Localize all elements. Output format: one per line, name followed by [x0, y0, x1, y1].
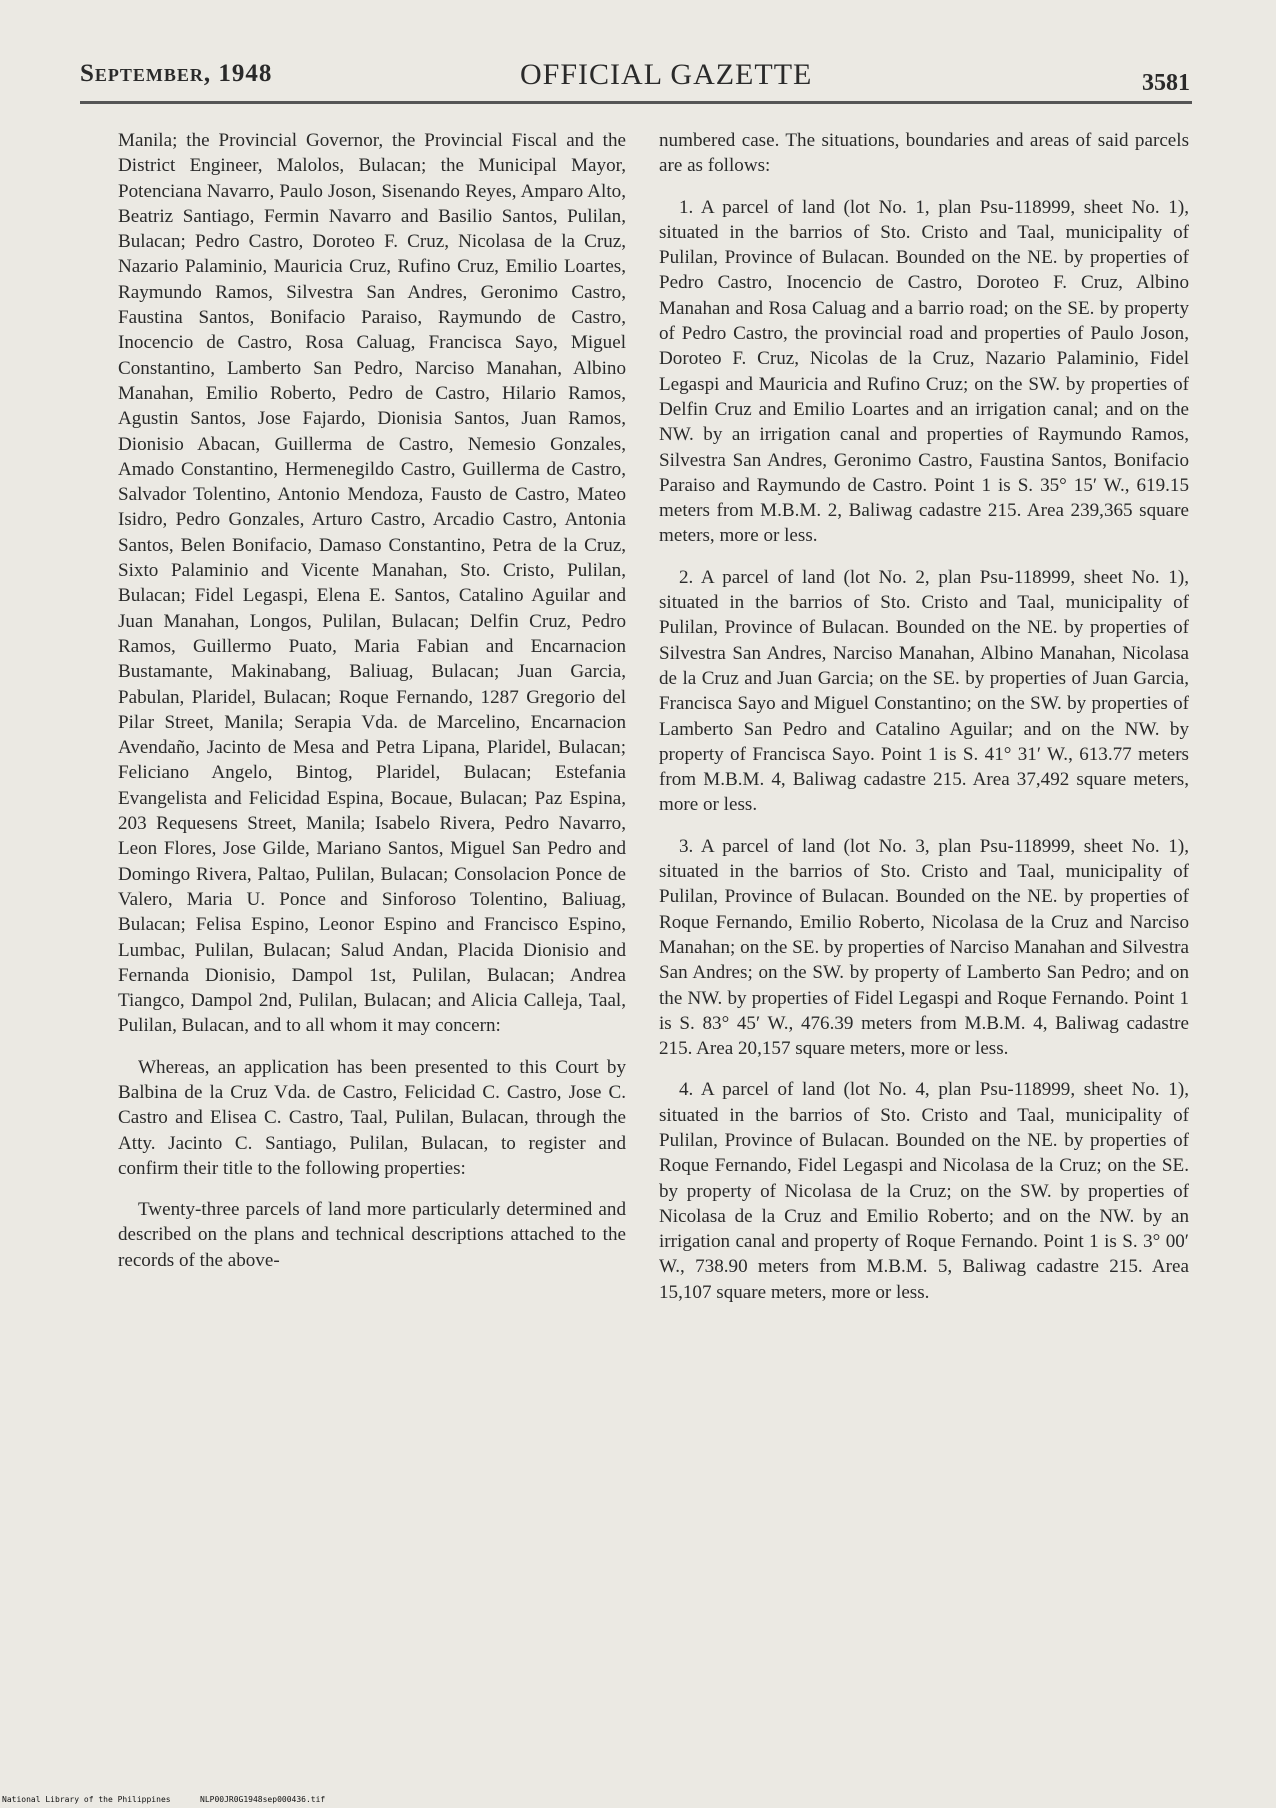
parcels-intro-paragraph: Twenty-three parcels of land more particularly determined and described on the plans and technical descriptions attached to the records of the above- — [118, 1199, 626, 1271]
library-credit: National Library of the Philippines — [2, 1795, 171, 1804]
parcel-4-description: 4. A parcel of land (lot No. 4, plan Psu-118999, sheet No. 1), situated in the barrios of Sto. Cristo and Taal, municipality of Pulilan, Province of Bulacan. Bounded on the NE. by properties of Roque Fernando, Fidel Legaspi and Nicolasa de la Cruz; on the SE. by property of Nicolasa de la Cruz; on the SW. by properties of Nicolasa de la Cruz and Emilio Roberto; and on the NW. by an irrigation canal and property of Roque Fernando. Point 1 is S. 3° 00′ W., 738.90 meters from M.B.M. 5, Baliwag cadastre 215. Area 15,107 square meters, more or less. — [659, 1079, 1189, 1303]
scan-footer — [0, 1793, 1276, 1808]
parcel-1-description: 1. A parcel of land (lot No. 1, plan Psu-118999, sheet No. 1), situated in the barrios of Sto. Cristo and Taal, municipality of Pulilan, Province of Bulacan. Bounded on the NE. by properties of Pedro Castro, Inocencio de Castro, Doroteo F. Cruz, Albino Manahan and Rosa Caluag and a barrio road; on the SE. by property of Pedro Castro, the provincial road and properties of Paulo Joson, Doroteo F. Cruz, Nicolas de la Cruz, Nazario Palaminio, Fidel Legaspi and Mauricia and Rufino Cruz; on the SW. by properties of Delfin Cruz and Emilio Loartes and an irrigation canal; and on the NW. by an irrigation canal and properties of Raymundo Ramos, Silvestra San Andres, Geronimo Castro, Faustina Santos, Bonifacio Paraiso and Raymundo de Castro. Point 1 is S. 35° 15′ W., 619.15 meters from M.B.M. 2, Baliwag cadastre 215. Area 239,365 square meters, more or less. — [659, 196, 1189, 547]
page-header — [80, 58, 1190, 104]
header-rule — [80, 101, 1192, 104]
scan-filename: NLP00JR0G1948sep000436.tif — [200, 1795, 326, 1804]
parcels-intro-continued: numbered case. The situations, boundaries and areas of said parcels are as follows: — [659, 130, 1189, 177]
publication-title: OFFICIAL GAZETTE — [520, 58, 813, 91]
right-column — [659, 128, 1189, 1321]
application-paragraph: Whereas, an application has been presented to this Court by Balbina de la Cruz Vda. de Castro, Felicidad C. Castro, Jose C. Castro and Elisea C. Castro, Taal, Pulilan, Bulacan, through the Atty. Jacinto C. Santiago, Pulilan, Bulacan, to register and confirm their title to the following properties: — [118, 1056, 626, 1179]
left-column — [118, 128, 626, 1289]
parcel-3-description: 3. A parcel of land (lot No. 3, plan Psu-118999, sheet No. 1), situated in the barrios of Sto. Cristo and Taal, municipality of Pulilan, Province of Bulacan. Bounded on the NE. by properties of Roque Fernando, Emilio Roberto, Nicolasa de la Cruz and Narciso Manahan; on the SE. by properties of Narciso Manahan and Silvestra San Andres; on the SW. by property of Lamberto San Pedro; and on the NW. by properties of Fidel Legaspi and Roque Fernando. Point 1 is S. 83° 45′ W., 476.39 meters from M.B.M. 4, Baliwag cadastre 215. Area 20,157 square meters, more or less. — [659, 835, 1189, 1060]
notice-addressees-paragraph: Manila; the Provincial Governor, the Provincial Fiscal and the District Engineer, Malolos, Bulacan; the Municipal Mayor, Potenciana Navarro, Paulo Joson, Sisenando Reyes, Amparo Alto, Beatriz Santiago, Fermin Navarro and Basilio Santos, Pulilan, Bulacan; Pedro Castro, Doroteo F. Cruz, Nicolasa de la Cruz, Nazario Palaminio, Mauricia Cruz, Rufino Cruz, Emilio Loartes, Raymundo Ramos, Silvestra San Andres, Geronimo Castro, Faustina Santos, Bonifacio Paraiso, Raymundo de Castro, Inocencio de Castro, Rosa Caluag, Francisca Sayo, Miguel Constantino, Lamberto San Pedro, Narciso Manahan, Albino Manahan, Emilio Roberto, Pedro de Castro, Hilario Ramos, Agustin Santos, Jose Fajardo, Dionisia Santos, Juan Ramos, Dionisio Abacan, Guillerma de Castro, Nemesio Gonzales, Amado Constantino, Hermenegildo Castro, Guillerma de Castro, Salvador Tolentino, Antonio Mendoza, Fausto de Castro, Mateo Isidro, Pedro Gonzales, Arturo Castro, Arcadio Castro, Antonia Santos, Belen Bonifacio, Damaso Constantino, Petra de la Cruz, Sixto Palaminio and Vicente Manahan, Sto. Cristo, Pulilan, Bulacan; Fidel Legaspi, Elena E. Santos, Catalino Aguilar and Juan Manahan, Longos, Pulilan, Bulacan; Delfin Cruz, Pedro Ramos, Guillermo Puato, Maria Fabian and Encarnacion Bustamante, Makinabang, Baliuag, Bulacan; Juan Garcia, Pabulan, Plaridel, Bulacan; Roque Fernando, 1287 Gregorio del Pilar Street, Manila; Serapia Vda. de Marcelino, Encarnacion Avendaño, Jacinto de Mesa and Petra Lipana, Plaridel, Bulacan; Feliciano Angelo, Bintog, Plaridel, Bulacan; Estefania Evangelista and Felicidad Espina, Bocaue, Bulacan; Paz Espina, 203 Requesens Street, Manila; Isabelo Rivera, Pedro Navarro, Leon Flores, Jose Gilde, Mariano Santos, Miguel San Pedro and Domingo Rivera, Paltao, Pulilan, Bulacan; Consolacion Ponce de Valero, Maria U. Ponce and Sinforoso Tolentino, Baliuag, Bulacan; Felisa Espino, Leonor Espino and Francisco Espino, Lumbac, Pulilan, Bulacan; Salud Andan, Placida Dionisio and Fernanda Dionisio, Dampol 1st, Pulilan, Bulacan; Andrea Tiangco, Dampol 2nd, Pulilan, Bulacan; and Alicia Calleja, Taal, Pulilan, Bulacan, and to all whom it may concern: — [118, 130, 626, 1037]
parcel-2-description: 2. A parcel of land (lot No. 2, plan Psu-118999, sheet No. 1), situated in the barrios of Sto. Cristo and Taal, municipality of Pulilan, Province of Bulacan. Bounded on the NE. by properties of Silvestra San Andres, Narciso Manahan, Albino Manahan, Nicolasa de la Cruz and Juan Garcia; on the SE. by properties of Juan Garcia, Francisca Sayo and Miguel Constantino; on the SW. by properties of Lamberto San Pedro and Catalino Aguilar; and on the NW. by property of Francisca Sayo. Point 1 is S. 41° 31′ W., 613.77 meters from M.B.M. 4, Baliwag cadastre 215. Area 37,492 square meters, more or less. — [659, 566, 1189, 816]
page-number: 3581 — [1142, 70, 1190, 96]
header-date: September, 1948 — [80, 60, 273, 87]
